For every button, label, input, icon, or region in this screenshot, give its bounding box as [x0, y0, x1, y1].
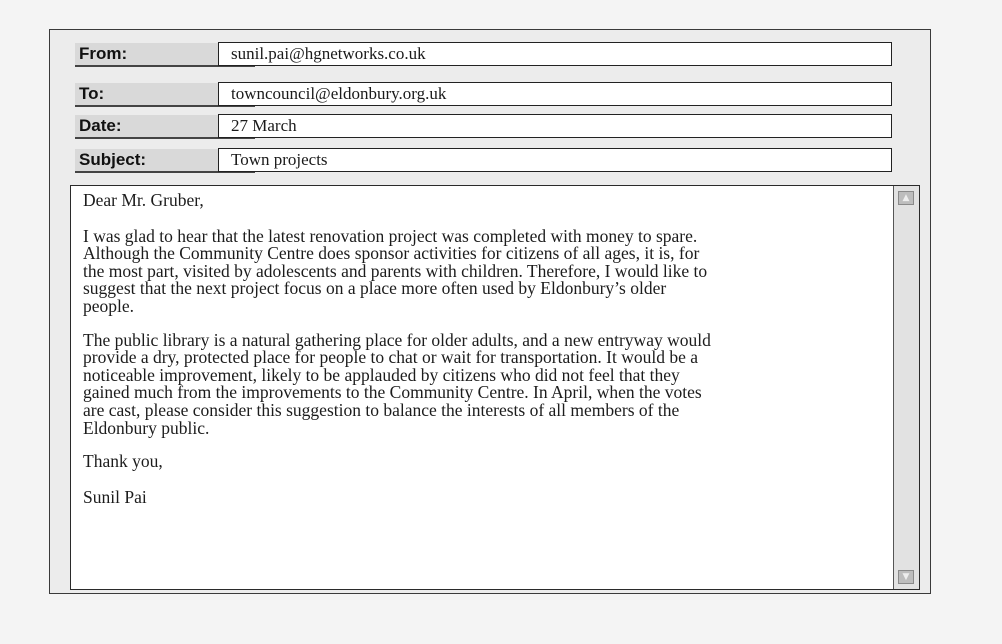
- message-text: [83, 192, 888, 506]
- message-body[interactable]: [70, 185, 920, 590]
- subject-field[interactable]: Town projects: [218, 148, 892, 172]
- date-label: Date:: [75, 115, 255, 139]
- body-paragraph-2: The public library is a natural gathering place for older adults, and a new entryway would provide a dry, protected place for people to chat or wait for transportation. It would be a noticeable improvement, likely to be applauded by citizens who did not feel that they gained much from the improvements to the Community Centre. In April, when the votes are cast, please consider this suggestion to balance the interests of all members of the Eldonbury public.: [83, 329, 711, 438]
- scroll-down-arrow-icon[interactable]: ▼: [898, 570, 914, 584]
- date-field[interactable]: 27 March: [218, 114, 892, 138]
- vertical-scrollbar[interactable]: [893, 186, 919, 589]
- greeting: Dear Mr. Gruber,: [83, 190, 204, 210]
- signature: Sunil Pai: [83, 486, 147, 507]
- to-label: To:: [75, 83, 255, 107]
- to-field[interactable]: towncouncil@eldonbury.org.uk: [218, 82, 892, 106]
- subject-label: Subject:: [75, 149, 255, 173]
- from-field[interactable]: sunil.pai@hgnetworks.co.uk: [218, 42, 892, 66]
- closing: Thank you,: [83, 451, 163, 472]
- body-paragraph-1: I was glad to hear that the latest renovation project was completed with money to spare. Although the Community Centre does sponsor activities for citizens of all ages, it is, for the most part, visited by adolescents and parents with children. Therefore, I would like to suggest that the next project focus on a place more often used by Eldonbury’s older people.: [83, 225, 708, 316]
- email-window: [49, 29, 931, 594]
- scroll-up-arrow-icon[interactable]: ▲: [898, 191, 914, 205]
- from-label: From:: [75, 43, 255, 67]
